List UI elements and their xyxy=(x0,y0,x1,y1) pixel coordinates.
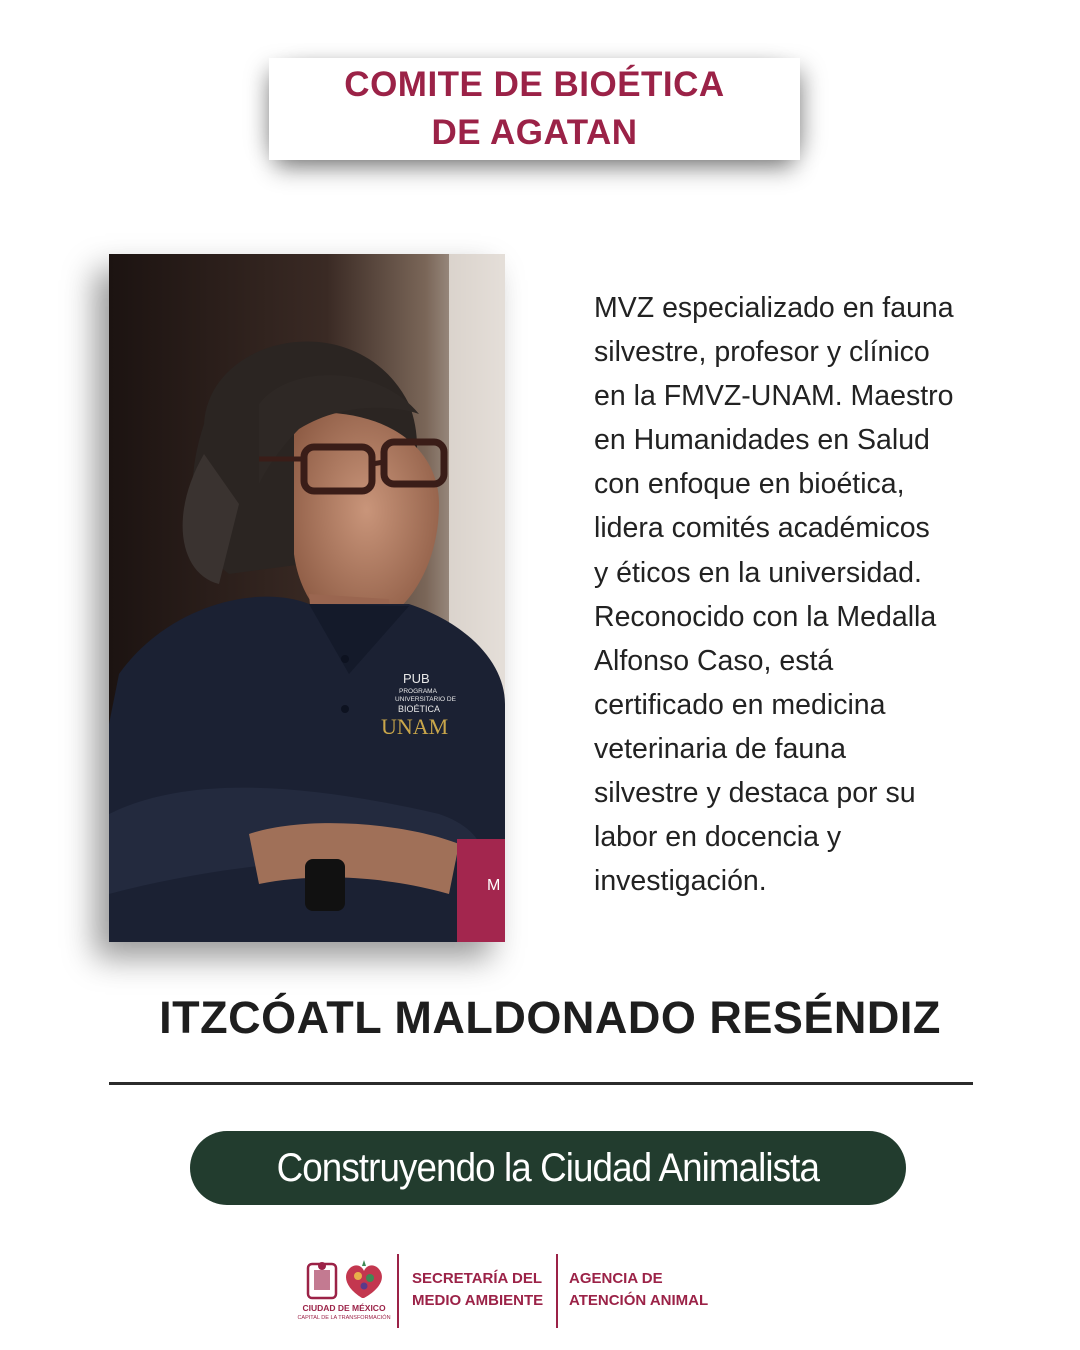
agatan-line2: ATENCIÓN ANIMAL xyxy=(569,1292,709,1309)
svg-text:BIOÉTICA: BIOÉTICA xyxy=(398,704,441,714)
svg-text:PROGRAMA: PROGRAMA xyxy=(399,688,437,695)
sedema-line2: MEDIO AMBIENTE xyxy=(412,1292,544,1309)
svg-text:PUB: PUB xyxy=(403,671,430,686)
header-title-line2: DE AGATAN xyxy=(431,113,638,152)
bio-text: MVZ especializado en fauna silvestre, profesor y clínico en la FMVZ-UNAM. Maestro en Humanidades en Salud con enfoque en bioética, lidera comités académicos y éticos en la universidad. Reconocido con la Medalla Alfonso Caso, está certificado en medicina veterinaria de fauna silvestre y destaca por su labor en docencia y investigación. xyxy=(594,292,954,898)
svg-text:UNIVERSITARIO DE: UNIVERSITARIO DE xyxy=(395,696,456,703)
header-title-line1: COMITE DE BIOÉTICA xyxy=(344,65,725,104)
divider xyxy=(109,1082,973,1085)
sedema-line1: SECRETARÍA DEL xyxy=(412,1270,543,1287)
svg-text:UNAM: UNAM xyxy=(381,714,449,739)
portrait-photo xyxy=(109,254,505,942)
cdmx-tagline: CAPITAL DE LA TRANSFORMACIÓN xyxy=(297,1315,391,1321)
agatan-name xyxy=(569,1268,708,1312)
person-name: ITZCÓATL MALDONADO RESÉNDIZ xyxy=(159,992,941,1043)
cdmx-name: CIUDAD DE MÉXICO xyxy=(302,1303,386,1313)
agatan-line1: AGENCIA DE xyxy=(569,1270,663,1287)
slogan-banner xyxy=(190,1131,906,1205)
card-letter: M xyxy=(487,877,501,894)
footer-separator-2 xyxy=(556,1254,558,1328)
footer-separator-1 xyxy=(397,1254,399,1328)
sedema-name xyxy=(412,1268,543,1312)
footer-logos xyxy=(0,1250,1080,1340)
header-card xyxy=(269,58,800,160)
slogan-text: Construyendo la Ciudad Animalista xyxy=(276,1145,820,1190)
